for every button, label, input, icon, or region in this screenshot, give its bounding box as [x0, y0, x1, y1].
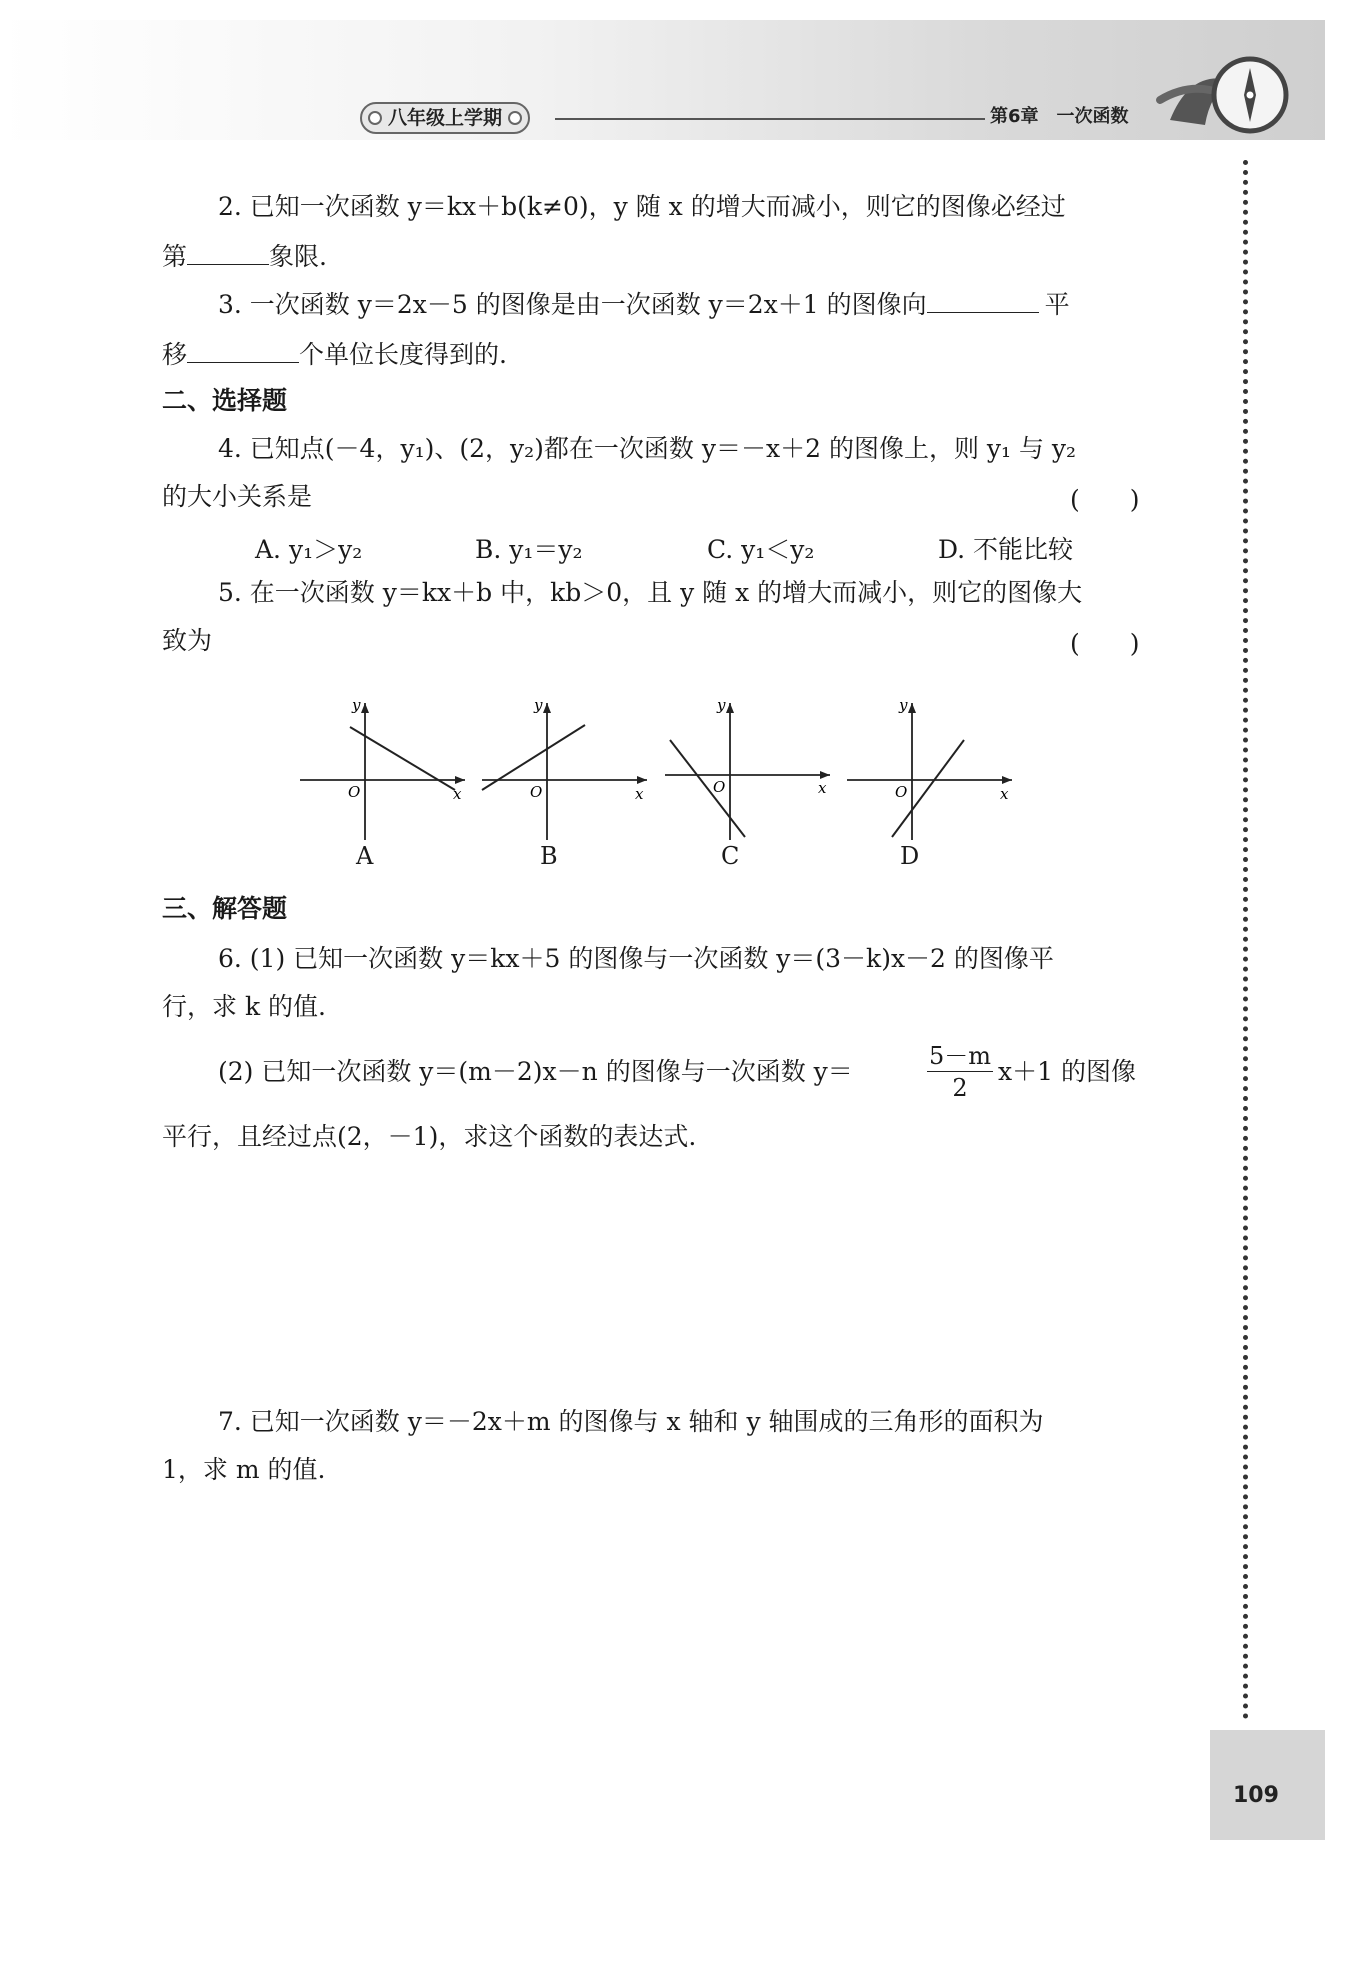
q3-units-blank[interactable]: [187, 336, 299, 363]
q4-line2: 的大小关系是: [162, 482, 313, 511]
q5-line2: 致为: [162, 626, 213, 655]
q4-line1: 4. 已知点(－4，y₁)、(2，y₂)都在一次函数 y＝－x＋2 的图像上，则 y₁ 与 y₂: [218, 434, 1077, 463]
q4-answer-paren[interactable]: ( ): [1070, 485, 1140, 514]
svg-text:x: x: [1000, 785, 1009, 803]
q4-option-c[interactable]: C. y₁＜y₂: [707, 535, 815, 564]
margin-dotted-line: [1243, 160, 1248, 1720]
svg-text:O: O: [530, 783, 543, 801]
q6-p2-pre: (2) 已知一次函数 y＝(m－2)x－n 的图像与一次函数 y＝: [218, 1057, 853, 1086]
graph-a-label: A: [356, 842, 374, 870]
pill-dot-left: [368, 111, 382, 125]
q5-line1: 5. 在一次函数 y＝kx＋b 中，kb＞0，且 y 随 x 的增大而减小，则它的图像大: [218, 578, 1083, 607]
svg-text:O: O: [713, 778, 726, 796]
q6-p1-line1: 6. (1) 已知一次函数 y＝kx＋5 的图像与一次函数 y＝(3－k)x－2 的图像平: [218, 944, 1054, 973]
q6-frac-bar: [927, 1071, 993, 1072]
q2-line2-post: 象限.: [269, 242, 327, 271]
graph-c-label: C: [721, 842, 740, 870]
q3-line2: [162, 336, 1152, 372]
q3-line1-pre: 3. 一次函数 y＝2x－5 的图像是由一次函数 y＝2x＋1 的图像向: [218, 290, 927, 319]
q6-frac-denominator: 2: [952, 1074, 968, 1102]
q6-p1-line2: 行，求 k 的值.: [162, 992, 326, 1021]
q7-line1: 7. 已知一次函数 y＝－2x＋m 的图像与 x 轴和 y 轴围成的三角形的面积为: [218, 1407, 1044, 1436]
graph-c[interactable]: [660, 695, 840, 845]
graph-d-label: D: [900, 842, 920, 870]
section-short-answer: 三、解答题: [162, 894, 288, 923]
graph-d[interactable]: [842, 695, 1022, 845]
svg-text:O: O: [348, 783, 361, 801]
header-rule: [555, 118, 985, 120]
chapter-label: 第6章 一次函数: [990, 106, 1129, 127]
q2-line2-pre: 第: [162, 242, 188, 271]
q6-p2-line2: 平行，且经过点(2，－1)，求这个函数的表达式.: [162, 1122, 697, 1151]
q2-line2: [162, 238, 1152, 274]
q3-line1-post: 平: [1044, 290, 1070, 319]
svg-text:y: y: [899, 696, 908, 714]
svg-text:y: y: [352, 696, 361, 714]
svg-text:y: y: [534, 696, 543, 714]
book-label: [360, 102, 530, 134]
graph-a[interactable]: [295, 695, 475, 845]
svg-text:O: O: [895, 783, 908, 801]
svg-text:x: x: [635, 785, 644, 803]
q2-answer-blank[interactable]: [187, 238, 269, 265]
q7-line2: 1，求 m 的值.: [162, 1455, 326, 1484]
svg-text:x: x: [818, 779, 827, 797]
graph-b[interactable]: [477, 695, 657, 845]
q6-frac-numerator: 5－m: [928, 1042, 992, 1070]
q5-answer-paren[interactable]: ( ): [1070, 629, 1140, 658]
q3-line2-post: 个单位长度得到的.: [299, 340, 507, 369]
q2-line1: 2. 已知一次函数 y＝kx＋b(k≠0)，y 随 x 的增大而减小，则它的图像必经过: [218, 192, 1066, 221]
q6-p2-post: x＋1 的图像: [998, 1057, 1136, 1086]
compass-runner-icon: [1150, 50, 1290, 140]
pill-dot-right: [508, 111, 522, 125]
q4-option-a[interactable]: A. y₁＞y₂: [255, 535, 363, 564]
section-multiple-choice: 二、选择题: [162, 386, 288, 415]
svg-text:x: x: [453, 785, 462, 803]
svg-text:y: y: [717, 696, 726, 714]
q4-option-d[interactable]: D. 不能比较: [938, 535, 1074, 564]
graph-b-label: B: [540, 842, 558, 870]
q3-line2-pre: 移: [162, 340, 188, 369]
page-number: 109: [1233, 1783, 1279, 1808]
book-label-text: 八年级上学期: [388, 107, 503, 129]
q3-direction-blank[interactable]: [927, 286, 1039, 313]
q3-line1: [218, 286, 1208, 322]
q4-option-b[interactable]: B. y₁＝y₂: [475, 535, 583, 564]
